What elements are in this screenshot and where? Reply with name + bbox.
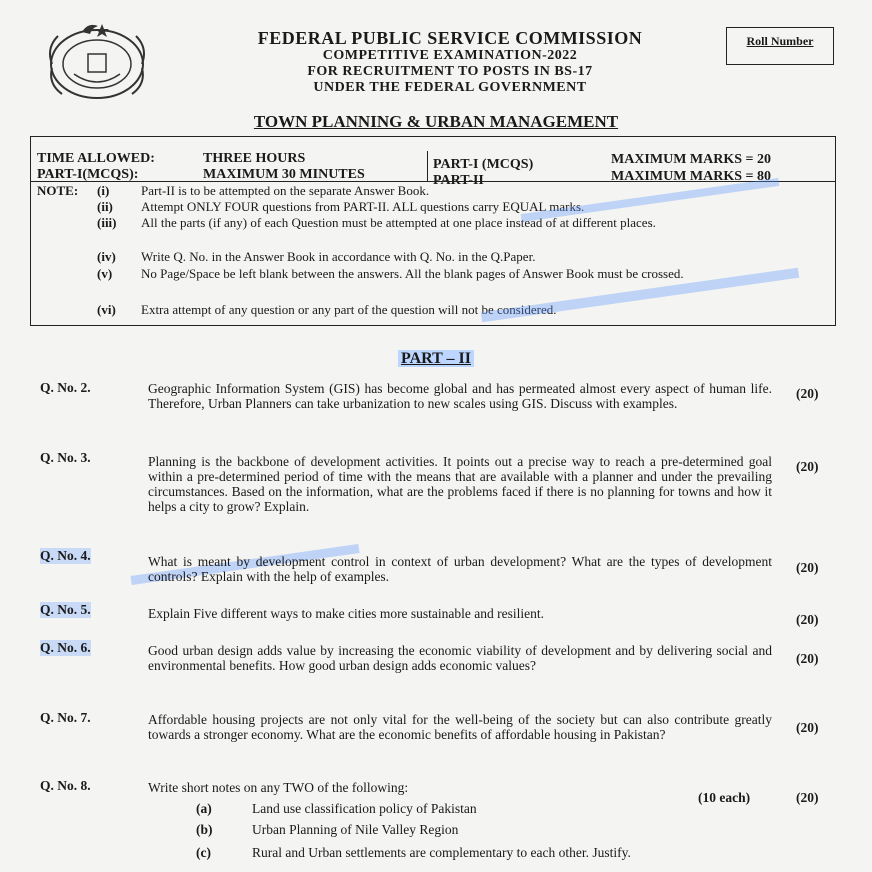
question-number: Q. No. 2.: [40, 380, 91, 395]
exam-header: [170, 28, 730, 96]
question-marks: (20): [796, 560, 819, 575]
roll-number-label: Roll Number: [746, 34, 814, 48]
part1-time: MAXIMUM 30 MINUTES: [203, 167, 365, 182]
question-each-marks: (10 each): [698, 790, 751, 805]
time-label: TIME ALLOWED:: [37, 151, 155, 166]
question-marks: (20): [796, 459, 819, 474]
question-marks: (20): [796, 790, 819, 805]
question-number: Q. No. 4.: [40, 548, 91, 563]
marks-block: [611, 151, 771, 185]
question-number: Q. No. 8.: [40, 778, 91, 793]
marks-part1: MAXIMUM MARKS = 20: [611, 152, 772, 167]
instructions-box: TIME ALLOWED: THREE HOURS PART-I(MCQS): MAXIMUM 30 MINUTES PART-I (MCQS) PART-II MAXIMUM MARKS = 20 MAXIMUM MARKS = 80 NOTE: (i) Part-II is to be attempted on the separate Answer Book. (ii) Attempt ONLY FOUR questions from PART-II. ALL questions carry EQUAL marks. (iii) All the parts (if any) of each Question must be attempted at one place instead of at different places. (iv) Write Q. No. in the Answer Book in accordance with Q. No. in the Q.Paper. (v) No Page/Space be left blank between the answers. All the blank pages of Answer Book must be crossed. (vi) Extra attempt of any question or any part of the question will not be considered.: [30, 136, 836, 326]
marks-part2: MAXIMUM MARKS = 80: [611, 169, 772, 184]
question-marks: (20): [796, 651, 819, 666]
subject-title: TOWN PLANNING & URBAN MANAGEMENT: [253, 112, 619, 131]
part-title: PART – II: [0, 350, 872, 368]
roll-number-box: [726, 27, 834, 65]
org-title: FEDERAL PUBLIC SERVICE COMMISSION: [257, 28, 643, 48]
exam-title: COMPETITIVE EXAMINATION-2022: [322, 48, 578, 63]
question-marks: (20): [796, 386, 819, 401]
box-divider: [31, 181, 835, 182]
column-divider: [427, 151, 428, 181]
question-number: Q. No. 3.: [40, 450, 91, 465]
time-value: THREE HOURS: [203, 151, 306, 166]
recruitment-line: FOR RECRUITMENT TO POSTS IN BS-17: [307, 64, 593, 79]
note-label: NOTE:: [37, 183, 79, 198]
question-marks: (20): [796, 612, 819, 627]
question-text: Geographic Information System (GIS) has become global and has permeated almost every aspect of human life. Therefore, Urban Planners can take urbanization to new scales using GIS. Discuss with examples.: [148, 381, 772, 411]
question-number: Q. No. 6.: [40, 640, 91, 655]
question-text: Write short notes on any TWO of the following:: [148, 780, 409, 795]
government-line: UNDER THE FEDERAL GOVERNMENT: [313, 80, 587, 95]
question-marks: (20): [796, 720, 819, 735]
part2-name: PART-II: [433, 173, 484, 188]
time-block: [37, 151, 365, 183]
question-text: Planning is the backbone of development activities. It points out a precise way to reach a pre-determined goal within a pre-determined period of time with the means that are available with a planner and under the prevailing circumstances. Based on the information, what are the problems faced if there is no planning for towns and how it helps a city to grow? Explain.: [148, 454, 772, 514]
part1-label: PART-I(MCQS):: [37, 167, 139, 182]
question-text: Explain Five different ways to make cities more sustainable and resilient.: [148, 606, 545, 621]
question-text: Good urban design adds value by increasing the economic viability of development and by delivering social and environmental benefits. How good urban design adds economic values?: [148, 643, 772, 673]
question-number: Q. No. 5.: [40, 602, 91, 617]
question-number: Q. No. 7.: [40, 710, 91, 725]
commission-seal: [38, 18, 156, 108]
question-text: What is meant by development control in context of urban development? What are the types of development controls? Explain with the help of examples.: [148, 554, 772, 584]
part1-name: PART-I (MCQS): [433, 157, 534, 172]
question-text: Affordable housing projects are not only vital for the well-being of the society but can also contribute greatly towards a stronger economy. What are the economic benefits of affordable housing in Pakistan?: [148, 712, 772, 742]
